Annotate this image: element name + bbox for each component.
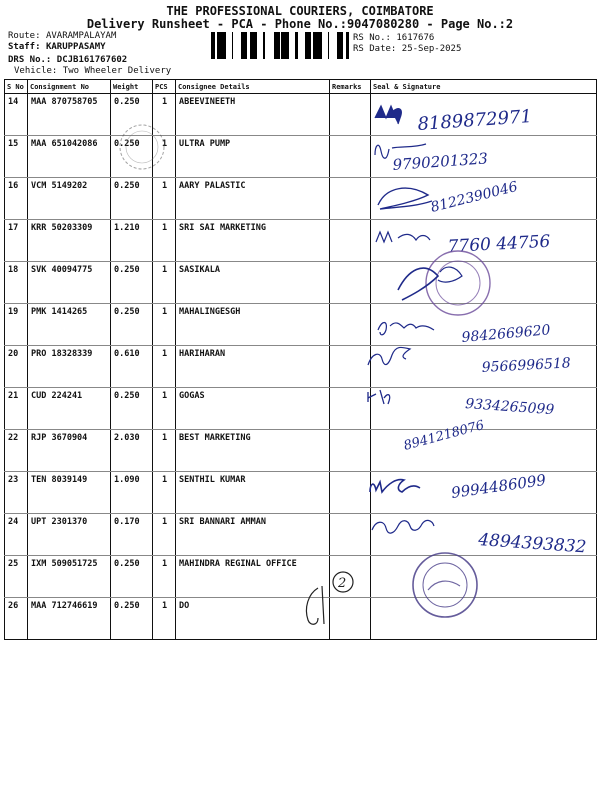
cell-weight: 2.030 xyxy=(111,430,153,472)
runsheet-table xyxy=(4,79,597,640)
runsheet-subtitle: Delivery Runsheet - PCA - Phone No.:9047080280 - Page No.:2 xyxy=(86,17,514,31)
cell-remarks xyxy=(330,94,371,136)
handwritten-phone-24: 4894393832 xyxy=(477,530,587,558)
cell-consignment: MAA 870758705 xyxy=(28,94,111,136)
cell-sno: 25 xyxy=(5,556,28,598)
cell-weight: 0.170 xyxy=(111,514,153,556)
table-row xyxy=(5,304,597,346)
cell-weight: 1.210 xyxy=(111,220,153,262)
cell-sno: 14 xyxy=(5,94,28,136)
cell-sno: 15 xyxy=(5,136,28,178)
cell-remarks xyxy=(330,136,371,178)
table-row xyxy=(5,220,597,262)
cell-signature xyxy=(371,262,597,304)
cell-remarks xyxy=(330,220,371,262)
cell-remarks xyxy=(330,514,371,556)
table-row xyxy=(5,598,597,640)
cell-consignment: SVK 40094775 xyxy=(28,262,111,304)
vehicle-value: Two Wheeler Delivery xyxy=(62,66,172,76)
table-row xyxy=(5,556,597,598)
cell-signature xyxy=(371,304,597,346)
handwritten-phone-19: 9842669620 xyxy=(460,322,552,346)
cell-consignee: ULTRA PUMP xyxy=(176,136,330,178)
cell-pcs: 1 xyxy=(153,136,176,178)
route-value: AVARAMPALAYAM xyxy=(45,31,117,41)
handwritten-phone-23: 9994486099 xyxy=(450,470,548,502)
table-row xyxy=(5,514,597,556)
cell-consignee: SRI SAI MARKETING xyxy=(176,220,330,262)
cell-weight: 0.250 xyxy=(111,94,153,136)
cell-weight: 0.250 xyxy=(111,556,153,598)
cell-signature xyxy=(371,136,597,178)
barcode-icon xyxy=(211,32,349,59)
table-row xyxy=(5,346,597,388)
cell-pcs: 1 xyxy=(153,94,176,136)
cell-consignment: IXM 509051725 xyxy=(28,556,111,598)
handwritten-phone-16: 8122390046 xyxy=(429,178,520,216)
table-row xyxy=(5,472,597,514)
cell-sno: 19 xyxy=(5,304,28,346)
cell-sno: 26 xyxy=(5,598,28,640)
handwritten-phone-14: 8189872971 xyxy=(416,106,533,135)
staff-value: KARUPPASAMY xyxy=(45,42,106,52)
col-consignee: Consignee Details xyxy=(176,80,330,94)
handwritten-phone-21: 9334265099 xyxy=(464,396,555,419)
cell-weight: 0.610 xyxy=(111,346,153,388)
cell-consignee: SASIKALA xyxy=(176,262,330,304)
drs-value: DCJB161767602 xyxy=(56,55,128,65)
cell-signature xyxy=(371,514,597,556)
cell-sno: 23 xyxy=(5,472,28,514)
cell-weight: 0.250 xyxy=(111,136,153,178)
cell-sno: 16 xyxy=(5,178,28,220)
cell-signature xyxy=(371,94,597,136)
cell-weight: 0.250 xyxy=(111,262,153,304)
cell-pcs: 1 xyxy=(153,388,176,430)
cell-remarks xyxy=(330,388,371,430)
cell-consignment: MAA 651042086 xyxy=(28,136,111,178)
cell-remarks xyxy=(330,472,371,514)
rs-number-value: 1617676 xyxy=(396,33,435,43)
cell-remarks xyxy=(330,346,371,388)
cell-consignment: MAA 712746619 xyxy=(28,598,111,640)
handwritten-phone-15: 9790201323 xyxy=(392,149,489,174)
cell-sno: 22 xyxy=(5,430,28,472)
cell-weight: 0.250 xyxy=(111,598,153,640)
cell-consignment: VCM 5149202 xyxy=(28,178,111,220)
rs-number-line: RS No.: 1617676 xyxy=(353,33,435,43)
cell-signature xyxy=(371,556,597,598)
cell-remarks xyxy=(330,598,371,640)
cell-consignee: ABEEVINEETH xyxy=(176,94,330,136)
col-signature: Seal & Signature xyxy=(371,80,597,94)
cell-sno: 18 xyxy=(5,262,28,304)
cell-pcs: 1 xyxy=(153,178,176,220)
cell-remarks xyxy=(330,304,371,346)
table-row xyxy=(5,262,597,304)
cell-remarks xyxy=(330,262,371,304)
cell-signature xyxy=(371,388,597,430)
cell-consignee: MAHALINGESGH xyxy=(176,304,330,346)
table-row xyxy=(5,178,597,220)
handwritten-phone-20: 9566996518 xyxy=(481,355,572,376)
drs-line: DRS No.: DCJB161767602 xyxy=(8,55,128,65)
cell-remarks xyxy=(330,430,371,472)
cell-signature xyxy=(371,220,597,262)
cell-pcs: 1 xyxy=(153,514,176,556)
cell-consignee: HARIHARAN xyxy=(176,346,330,388)
cell-consignee: SRI BANNARI AMMAN xyxy=(176,514,330,556)
cell-remarks xyxy=(330,178,371,220)
cell-signature xyxy=(371,430,597,472)
handwritten-phone-22: 8941218076 xyxy=(402,417,486,454)
cell-consignee: DO xyxy=(176,598,330,640)
cell-consignee: SENTHIL KUMAR xyxy=(176,472,330,514)
col-pcs: PCS xyxy=(153,80,176,94)
cell-pcs: 1 xyxy=(153,598,176,640)
cell-weight: 0.250 xyxy=(111,388,153,430)
rs-date-line: RS Date: 25-Sep-2025 xyxy=(353,44,462,54)
route-line: Route: AVARAMPALAYAM xyxy=(8,31,117,41)
cell-pcs: 1 xyxy=(153,220,176,262)
cell-consignment: UPT 2301370 xyxy=(28,514,111,556)
company-title: THE PROFESSIONAL COURIERS, COIMBATORE xyxy=(166,4,434,18)
cell-pcs: 1 xyxy=(153,304,176,346)
cell-remarks xyxy=(330,556,371,598)
cell-consignment: PRO 18328339 xyxy=(28,346,111,388)
handwritten-mark-25: 2 xyxy=(338,576,347,591)
cell-pcs: 1 xyxy=(153,346,176,388)
col-consignment: Consignment No xyxy=(28,80,111,94)
rs-date-value: 25-Sep-2025 xyxy=(401,44,462,54)
cell-consignment: PMK 1414265 xyxy=(28,304,111,346)
vehicle-line: Vehicle: Two Wheeler Delivery xyxy=(14,66,172,76)
cell-consignee: AARY PALASTIC xyxy=(176,178,330,220)
cell-pcs: 1 xyxy=(153,556,176,598)
cell-signature xyxy=(371,472,597,514)
cell-sno: 21 xyxy=(5,388,28,430)
cell-consignment: CUD 224241 xyxy=(28,388,111,430)
col-weight: Weight xyxy=(111,80,153,94)
col-sno: S No xyxy=(5,80,28,94)
cell-pcs: 1 xyxy=(153,262,176,304)
table-row xyxy=(5,136,597,178)
cell-signature xyxy=(371,346,597,388)
table-row xyxy=(5,94,597,136)
cell-pcs: 1 xyxy=(153,430,176,472)
handwritten-phone-17: 7760 44756 xyxy=(447,231,551,257)
staff-line: Staff: KARUPPASAMY xyxy=(8,42,106,52)
cell-consignment: TEN 8039149 xyxy=(28,472,111,514)
cell-signature xyxy=(371,178,597,220)
cell-consignment: RJP 3670904 xyxy=(28,430,111,472)
cell-sno: 17 xyxy=(5,220,28,262)
table-row xyxy=(5,388,597,430)
cell-weight: 0.250 xyxy=(111,304,153,346)
table-header-row xyxy=(5,80,597,94)
cell-sno: 24 xyxy=(5,514,28,556)
cell-sno: 20 xyxy=(5,346,28,388)
cell-consignment: KRR 50203309 xyxy=(28,220,111,262)
cell-weight: 1.090 xyxy=(111,472,153,514)
cell-consignee: GOGAS xyxy=(176,388,330,430)
cell-weight: 0.250 xyxy=(111,178,153,220)
cell-signature xyxy=(371,598,597,640)
cell-consignee: BEST MARKETING xyxy=(176,430,330,472)
table-row xyxy=(5,430,597,472)
col-remarks: Remarks xyxy=(330,80,371,94)
cell-consignee: MAHINDRA REGINAL OFFICE xyxy=(176,556,330,598)
cell-pcs: 1 xyxy=(153,472,176,514)
